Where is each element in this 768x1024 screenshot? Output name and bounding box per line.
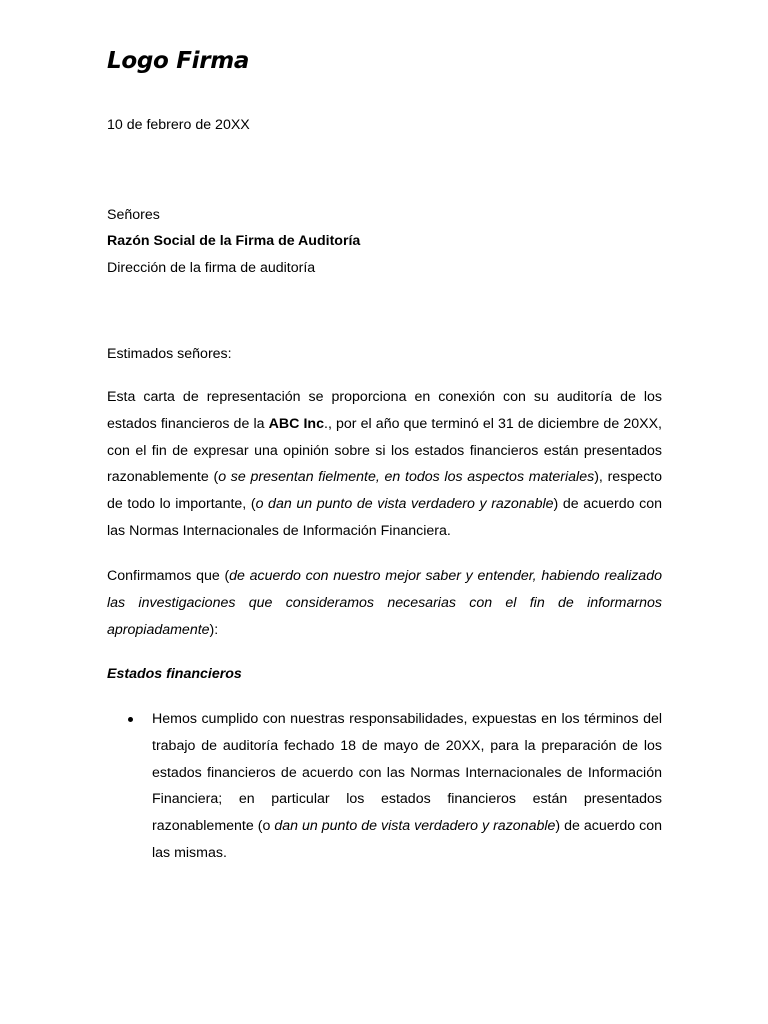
company-name: ABC Inc [268, 415, 324, 432]
paragraph-italic-text: o se presentan fielmente, en todos los aspectos materiales [218, 469, 595, 486]
paragraph-italic-text: de acuerdo con nuestro mejor saber y entender, habiendo realizado las investigaciones que consideramos necesarias con el fin de informarnos apropiadamente [107, 568, 662, 638]
paragraph-confirmation [107, 563, 662, 643]
bullet-list [107, 706, 662, 867]
paragraph-text: Confirmamos que ( [107, 568, 230, 584]
list-item-italic-text: dan un punto de vista verdadero y razonable [274, 818, 556, 835]
paragraph-text: ): [209, 621, 219, 638]
recipient-salutation: Señores [107, 207, 160, 223]
letter-date: 10 de febrero de 20XX [107, 117, 250, 133]
paragraph-text: ., por el año que terminó el 31 de diciembre de 20XX, con el fin de expresar una opinión sobre si los estados financieros están presentados razonablemente ( [107, 415, 662, 486]
greeting: Estimados señores: [107, 346, 232, 362]
recipient-firm-address: Dirección de la firma de auditoría [107, 260, 316, 276]
list-item-text: ) de acuerdo con las mismas. [152, 818, 662, 861]
paragraph-text: ) de acuerdo con las Normas Internacionales de Información Financiera. [107, 496, 662, 539]
section-heading-financial-statements: Estados financieros [107, 666, 242, 682]
paragraph-representation [107, 384, 662, 545]
list-item-text: Hemos cumplido con nuestras responsabilidades, expuestas en los términos del trabajo de auditoría fechado 18 de mayo de 20XX, para la preparación de los estados financieros de acuerdo con las Normas Internacionales de Información Financiera; en particular los estados financieros están presentados razonablemente (o [152, 711, 662, 835]
paragraph-italic-text: o dan un punto de vista verdadero y razonable [255, 496, 554, 513]
paragraph-text: ), respecto de todo lo importante, ( [107, 469, 662, 513]
paragraph-text: Esta carta de representación se proporciona en conexión con su auditoría de los estados financieros de la [107, 389, 662, 432]
list-item [107, 706, 662, 867]
recipient-firm-name: Razón Social de la Firma de Auditoría [107, 233, 361, 249]
firm-logo: Logo Firma [107, 48, 250, 74]
bullet-icon [128, 717, 133, 722]
